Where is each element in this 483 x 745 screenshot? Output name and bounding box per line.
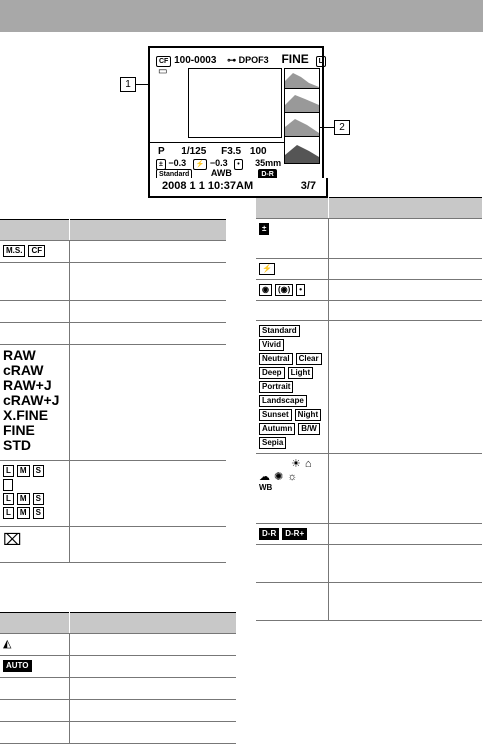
wb-flash-icon: WB (259, 483, 273, 492)
memory-stick-icon: M.S. (3, 245, 25, 257)
cf-card-icon: CF (28, 245, 45, 257)
battery-cell (0, 527, 70, 563)
dro-plus-icon: D-R+ (282, 528, 307, 540)
style-neutral-icon: Neutral (259, 353, 293, 365)
lcd-exposure-row (158, 146, 267, 157)
histogram-blue (284, 136, 320, 164)
battery-icon: ▭ (158, 66, 168, 77)
callout-1-line (136, 84, 148, 85)
fluorescent-icon: ☼ (287, 471, 298, 483)
cloudy-icon: ☁ (259, 471, 270, 483)
date-time: 2008 1 1 10:37AM (162, 180, 254, 192)
size-panorama-icon (3, 479, 13, 491)
table-left-top (0, 219, 226, 563)
media-icon: CF (156, 56, 171, 67)
style-deep-icon: Deep (259, 367, 285, 379)
shutter-speed: 1/125 (181, 146, 207, 157)
tungsten-icon: ✺ (274, 471, 284, 483)
flash-comp-icon: ⚡ (259, 263, 275, 275)
image-size: L (316, 56, 326, 67)
table-header-col1 (0, 220, 70, 241)
size-m-32-icon: M (17, 493, 30, 505)
aperture: F3.5 (221, 146, 242, 157)
style-autumn-icon: Autumn (259, 423, 295, 435)
divider (150, 142, 284, 143)
flash-comp-icon: ⚡ (193, 159, 208, 170)
exposure-comp: −0.3 (168, 158, 187, 168)
dro: D-R (258, 169, 276, 180)
table-right (256, 197, 482, 621)
style-vivid-icon: Vivid (259, 339, 284, 351)
focal-length: 35mm (255, 158, 282, 168)
size-m-169-icon: M (17, 507, 30, 519)
quality: FINE (281, 52, 309, 66)
quality-xfine: X.FINE (3, 407, 49, 423)
style-portrait-icon: Portrait (259, 381, 293, 393)
quality-craw-j: cRAW+J (3, 392, 60, 408)
media-icons-cell (0, 241, 70, 263)
style-night-icon: Night (295, 409, 321, 421)
size-l-169-icon: L (3, 507, 14, 519)
lcd-top-row (156, 52, 326, 67)
size-s-169-icon: S (33, 507, 44, 519)
style-clear-icon: Clear (296, 353, 322, 365)
histogram-icon: ◭ (3, 638, 12, 650)
quality-craw: cRAW (3, 362, 44, 378)
callout-2-line (320, 127, 334, 128)
image-size-cell (0, 461, 70, 527)
table-left-bottom (0, 612, 236, 744)
battery-warning-icon: ⌧ (3, 532, 22, 549)
white-balance: AWB (210, 168, 232, 178)
size-s-32-icon: S (33, 493, 44, 505)
multi-metering-icon: ◉ (259, 284, 272, 296)
shooting-mode: P (158, 146, 165, 157)
exposure-comp-icon: ± (259, 223, 269, 235)
spot-metering-icon: • (296, 284, 305, 296)
exposure-comp-icon: ± (156, 159, 166, 170)
dro-icon: D-R (259, 528, 279, 540)
size-s-icon: S (33, 465, 44, 477)
shade-icon: ⌂ (304, 458, 312, 470)
size-l-32-icon: L (3, 493, 14, 505)
auto-icon: AUTO (3, 660, 32, 672)
table-header-col2 (70, 220, 227, 241)
style-bw-icon: B/W (298, 423, 320, 435)
protect-dpof: ⊶ DPOF3 (227, 55, 269, 65)
quality-raw: RAW (3, 347, 36, 363)
folder-file: 100-0003 (174, 55, 217, 66)
style-sepia-icon: Sepia (259, 437, 286, 449)
iso: 100 (249, 146, 267, 157)
metering-icon: • (234, 159, 242, 170)
size-l-icon: L (3, 465, 14, 477)
quality-fine: FINE (3, 422, 35, 438)
quality-std: STD (3, 437, 31, 453)
style-light-icon: Light (288, 367, 314, 379)
callout-2: 2 (334, 120, 350, 135)
white-balance-cell (256, 454, 329, 524)
size-m-icon: M (17, 465, 30, 477)
callout-1: 1 (120, 77, 136, 92)
quality-raw-j: RAW+J (3, 377, 52, 393)
style-standard-icon: Standard (259, 325, 300, 337)
lcd-footer (148, 178, 328, 198)
image-area (188, 68, 282, 138)
flash-comp: −0.3 (209, 158, 228, 168)
quality-list-cell (0, 345, 70, 461)
style-landscape-icon: Landscape (259, 395, 307, 407)
creative-style-cell (256, 321, 329, 454)
image-counter: 3/7 (300, 180, 316, 192)
daylight-icon: ☀ (291, 458, 301, 470)
creative-style: Standard (156, 169, 192, 180)
style-sunset-icon: Sunset (259, 409, 292, 421)
header-banner (0, 0, 483, 32)
center-metering-icon: (◉) (275, 284, 293, 296)
